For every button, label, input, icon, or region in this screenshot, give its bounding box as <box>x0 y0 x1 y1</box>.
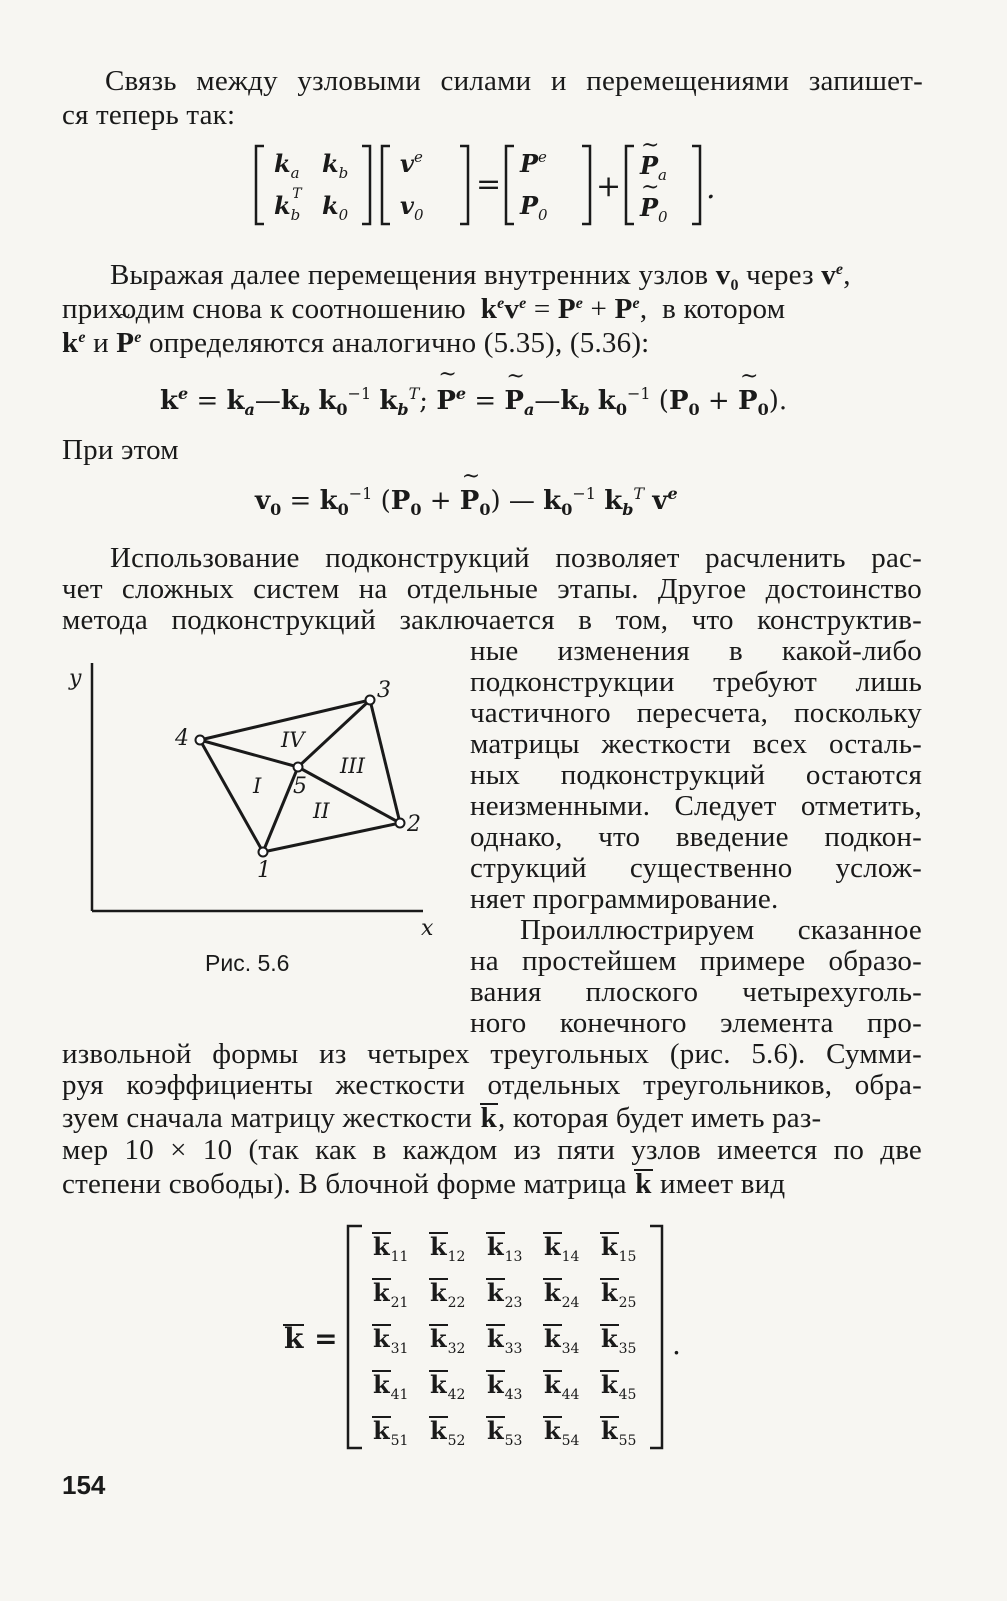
matrix-entry: $k_{24}$ <box>544 1278 580 1311</box>
matrix-entry: $k_{32}$ <box>430 1324 466 1357</box>
svg-text:kb: $k_b$ <box>322 149 349 182</box>
svg-text:kbT: $k_bT$ <box>274 186 302 224</box>
svg-text:Pe: $P^e$ <box>520 148 547 178</box>
text-line: Использование подконструкций позволяет расчленить рас- <box>110 542 922 574</box>
text-line: метода подконструкций заключается в том, что конструктив- <box>62 604 922 636</box>
matrix-entry: $k_{52}$ <box>430 1416 466 1449</box>
axis-x-label: x <box>421 916 434 941</box>
text-line: извольной формы из четырех треугольных (рис. 5.6). Сумми- <box>62 1038 922 1070</box>
matrix-entry: $k_{14}$ <box>544 1232 580 1265</box>
matrix-entry: $k_{23}$ <box>487 1278 523 1311</box>
svg-text:k0: $k_0$ <box>322 191 349 224</box>
page-number: 154 <box>62 1470 106 1500</box>
text-line: неизменными. Следует отметить, <box>470 790 922 822</box>
figure-caption: Рис. 5.6 <box>205 950 290 976</box>
svg-text:=: = <box>476 167 502 202</box>
text-line: на простейшем примере образо- <box>470 945 922 977</box>
equation-v0: $v_0 = k_0^{-1}$ ($P_0$ + ~ $P_0$) — $k_0^{-1}$ $k_b^T$ $v^e$ <box>255 484 678 519</box>
matrix-entry: $k_{53}$ <box>487 1416 523 1449</box>
text-line: струкций существенно услож- <box>470 852 922 884</box>
matrix-entry: $k_{42}$ <box>430 1370 466 1403</box>
text-line: ных подконструкций остаются <box>470 759 922 791</box>
svg-text:+: + <box>596 169 622 204</box>
text-line: чет сложных систем на отдельные этапы. Другое достоинство <box>62 573 922 605</box>
text-line: Связь между узловыми силами и перемещениями запишет- <box>105 65 923 97</box>
region-II-label: II <box>313 799 330 823</box>
matrix-entry: $k_{11}$ <box>373 1232 409 1265</box>
text-line: однако, что введение подкон- <box>470 821 922 853</box>
matrix-entry: $k_{25}$ <box>601 1278 637 1311</box>
text-line: При этом <box>62 434 179 466</box>
node-2-label: 2 <box>407 812 421 837</box>
text-line: руя коэффициенты жесткости отдельных треугольников, обра- <box>62 1069 922 1101</box>
text-line: Проиллюстрируем сказанное <box>520 914 922 946</box>
matrix-entry: $k_{33}$ <box>487 1324 523 1357</box>
node-5-label: 5 <box>293 774 307 799</box>
node-1-label: 1 <box>257 858 271 883</box>
node-4-label: 4 <box>175 726 189 751</box>
svg-text:~: ~ <box>641 175 660 200</box>
text-line: матрицы жесткости всех осталь- <box>470 728 922 760</box>
text-line: зуем сначала матрицу жесткости k, которая будет иметь раз- <box>62 1102 822 1134</box>
text-line: ные изменения в какой-либо <box>470 635 922 667</box>
figure-5-6 <box>55 655 455 945</box>
svg-text:Pa: $P_a$ <box>640 151 667 184</box>
text-line: вания плоского четырехуголь- <box>470 976 922 1008</box>
matrix-entry: $k_{41}$ <box>373 1370 409 1403</box>
region-IV-label: IV <box>281 728 305 752</box>
matrix-entry: $k_{34}$ <box>544 1324 580 1357</box>
svg-text:P0: $P_0$ <box>520 191 548 224</box>
matrix-entry: $k_{55}$ <box>601 1416 637 1449</box>
text-line: ного конечного элемента про- <box>470 1007 922 1039</box>
matrix-entry: $k_{13}$ <box>487 1232 523 1265</box>
svg-text:.: . <box>672 1328 681 1361</box>
text-line: Выражая далее перемещения внутренних узлов $v_0$ через $v^e$, <box>110 259 851 294</box>
matrix-entry: $k_{15}$ <box>601 1232 637 1265</box>
node-3-label: 3 <box>377 678 391 703</box>
svg-text:.: . <box>706 171 716 206</box>
region-III-label: III <box>340 754 365 778</box>
svg-text:ka: $k_a$ <box>274 149 300 182</box>
equation-ke-pe: $k^e$ = $k_a—k_b$ $k_0^{-1}$ $k_b^T$; ~ $P^e$ = ~ $P_a—k_b$ $k_0^{-1}$ ($P_0$ + ~ $P_0$). <box>160 384 787 419</box>
equation-block-system <box>250 140 730 230</box>
matrix-entry: $k_{31}$ <box>373 1324 409 1357</box>
text-line: частичного пересчета, поскольку <box>470 697 922 729</box>
text-line: степени свободы). В блочной форме матрица k имеет вид <box>62 1168 786 1200</box>
text-line: приходим снова к соотношению $k^ev^e = P^e$ + ~ $P^e$, в котором <box>62 287 922 326</box>
matrix-entry: $k_{22}$ <box>430 1278 466 1311</box>
matrix-entry: $k_{45}$ <box>601 1370 637 1403</box>
matrix-entry: $k_{21}$ <box>373 1278 409 1311</box>
matrix-entry: $k_{12}$ <box>430 1232 466 1265</box>
text-line: мер 10 × 10 (так как в каждом из пяти узлов имеется по две <box>62 1134 922 1166</box>
axis-y-label: y <box>69 666 82 691</box>
text-line: $k^e$ и ~ $P^e$ определяются аналогично (5.35), (5.36): <box>62 321 649 360</box>
matrix-lhs: k = <box>284 1322 338 1355</box>
svg-text:v0: $v_0$ <box>400 191 424 224</box>
svg-text:~: ~ <box>641 140 660 158</box>
text-line: ся теперь так: <box>62 99 236 131</box>
svg-text:ve: $v^e$ <box>400 148 423 178</box>
region-I-label: I <box>253 774 262 798</box>
svg-text:P0: $P_0$ <box>640 193 668 226</box>
matrix-entry: $k_{44}$ <box>544 1370 580 1403</box>
matrix-entry: $k_{51}$ <box>373 1416 409 1449</box>
text-line: подконструкции требуют лишь <box>470 666 922 698</box>
text-line: няет программирование. <box>470 883 779 915</box>
matrix-entry: $k_{54}$ <box>544 1416 580 1449</box>
matrix-entry: $k_{35}$ <box>601 1324 637 1357</box>
matrix-entry: $k_{43}$ <box>487 1370 523 1403</box>
